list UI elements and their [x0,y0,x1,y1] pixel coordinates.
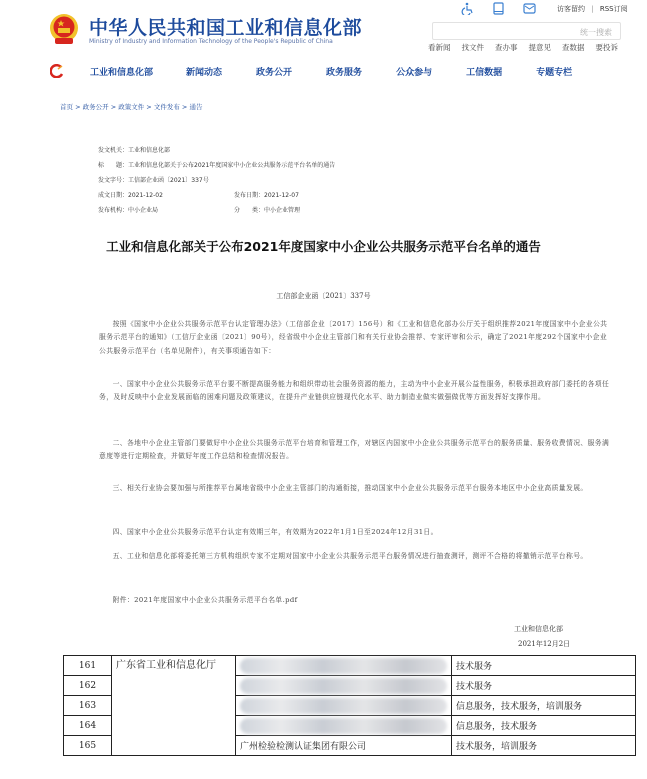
accessibility-icon[interactable] [461,2,474,15]
written-value: 2021-12-02 [128,192,163,199]
row-number: 163 [64,696,112,716]
site-subtitle: Ministry of Industry and Information Technology of the People's Republic of China [89,38,333,45]
breadcrumb-policy[interactable]: 政策文件 [118,103,145,111]
issuer-label: 发文机关： [98,147,129,154]
company-cell-redacted [236,656,452,676]
paragraph-4: 四、国家中小企业公共服务示范平台认定有效期三年，有效期为2022年1月1日至2024年12月31日。 [112,528,438,536]
tablet-icon[interactable] [492,2,505,15]
nav-item-news[interactable]: 新闻动态 [186,67,223,78]
nav-item-data[interactable]: 工信数据 [466,67,503,78]
breadcrumb-sep: > [110,103,117,111]
site-title[interactable]: 中华人民共和国工业和信息化部 [89,17,363,39]
nav-item-topics[interactable]: 专题专栏 [536,67,573,78]
signature-org: 工业和信息化部 [514,625,563,633]
title-value: 工业和信息化部关于公布2021年度国家中小企业公共服务示范平台名单的通告 [128,162,336,169]
breadcrumb-gov-open[interactable]: 政务公开 [82,103,109,111]
breadcrumb-home[interactable]: 首页 [60,103,73,111]
published-label: 发布日期： [234,192,265,199]
row-number: 162 [64,676,112,696]
breadcrumb-notice[interactable]: 通告 [189,103,203,111]
org-label: 发布机构： [98,207,129,214]
docno-label: 发文字号： [98,177,129,184]
paragraph-5: 五、工业和信息化部将委托第三方机构组织专家不定期对国家中小企业公共服务示范平台服务情况进行抽查测评，测评不合格的将撤销示范平台称号。 [112,552,588,560]
document-metadata [98,143,335,218]
platform-list-table [63,655,636,756]
table-row [64,656,636,676]
paragraph-2: 二、各地中小企业主管部门要做好中小企业公共服务示范平台培育和管理工作，对辖区内国家中小企业公共服务示范平台的服务质量、服务收费情况、服务满意度等进行定期检查，并做好年度工作总结和检查情况报告。 [99,439,610,461]
services-cell: 技术服务 [452,676,636,696]
published-value: 2021-12-07 [264,192,299,199]
document-number: 工信部企业函〔2021〕337号 [276,292,371,300]
company-cell-redacted [236,696,452,716]
paragraph-3: 三、相关行业协会要加强与所推荐平台属地省级中小企业主管部门的沟通衔接，推动国家中小企业公共服务示范平台服务本地区中小企业高质量发展。 [112,484,588,492]
quick-link-services[interactable]: 查办事 [495,43,518,52]
search-input[interactable]: 统一搜索 [432,22,621,40]
document-title: 工业和信息化部关于公布2021年度国家中小企业公共服务示范平台名单的通告 [106,239,541,254]
main-nav [50,64,572,78]
row-number: 165 [64,736,112,756]
mail-icon[interactable] [523,2,536,15]
nav-item-gov-service[interactable]: 政务服务 [326,67,363,78]
nav-item-miit[interactable]: 工业和信息化部 [90,67,154,78]
attachment-link[interactable]: 附件：2021年度国家中小企业公共服务示范平台名单.pdf [112,596,298,604]
quick-link-complaint[interactable]: 要投诉 [595,43,618,52]
services-cell: 技术服务 [452,656,636,676]
province-cell: 广东省工业和信息化厅 [112,656,236,756]
company-cell: 广州检验检测认证集团有限公司 [236,736,452,756]
breadcrumb-sep: > [75,103,81,111]
quick-link-feedback[interactable]: 提意见 [528,43,551,52]
category-value: 中小企业管理 [264,207,301,214]
row-number: 161 [64,656,112,676]
org-value: 中小企业局 [128,207,159,214]
category-label: 分 类： [234,207,265,214]
visitor-link[interactable]: 访客留约 [557,5,585,13]
paragraph-1: 一、国家中小企业公共服务示范平台要不断提高服务能力和组织带动社会服务资源的能力，主动为中小企业开展公益性服务，积极承担政府部门委托的各项任务，及时反映中小企业发展面临的困难问题及政策建议，在提升产业链供应链现代化水平、助力制造业做实做强做优等方面发挥好支撑作用。 [99,380,610,402]
nav-item-public[interactable]: 公众参与 [396,67,433,78]
company-cell-redacted [236,716,452,736]
nav-item-gov-open[interactable]: 政务公开 [256,67,293,78]
breadcrumb-release[interactable]: 文件发布 [153,103,180,111]
issuer-value: 工业和信息化部 [128,147,171,154]
national-emblem-icon [48,13,80,47]
breadcrumb-sep: > [146,103,152,111]
title-label: 标 题： [98,162,129,169]
quick-link-data[interactable]: 查数据 [562,43,585,52]
quick-link-news[interactable]: 看新闻 [428,43,451,52]
quick-link-files[interactable]: 找文件 [461,43,484,52]
row-number: 164 [64,716,112,736]
company-cell-redacted [236,676,452,696]
services-cell: 信息服务，技术服务，培训服务 [452,696,636,716]
rss-link[interactable]: RSS订阅 [599,5,628,13]
breadcrumb-sep: > [181,103,188,111]
written-label: 成文日期： [98,192,129,199]
services-cell: 信息服务，技术服务 [452,716,636,736]
separator: | [591,5,594,13]
breadcrumb [60,102,202,111]
docno-value: 工信部企业函〔2021〕337号 [128,177,209,184]
services-cell: 技术服务，培训服务 [452,736,636,756]
miit-logo-icon[interactable] [50,64,64,78]
intro-paragraph: 按照《国家中小企业公共服务示范平台认定管理办法》（工信部企业〔2017〕156号）和《工业和信息化部办公厅关于组织推荐2021年度国家中小企业公共服务示范平台的通知》（工信厅企业函〔2021〕90号），经省级中小企业主管部门和有关行业协会推荐、专家评审和公示，确定了2021年度292个国家中小企业公共服务示范平台（名单见附件），有关事项通告如下： [99,320,608,355]
signature-date: 2021年12月2日 [518,640,571,648]
